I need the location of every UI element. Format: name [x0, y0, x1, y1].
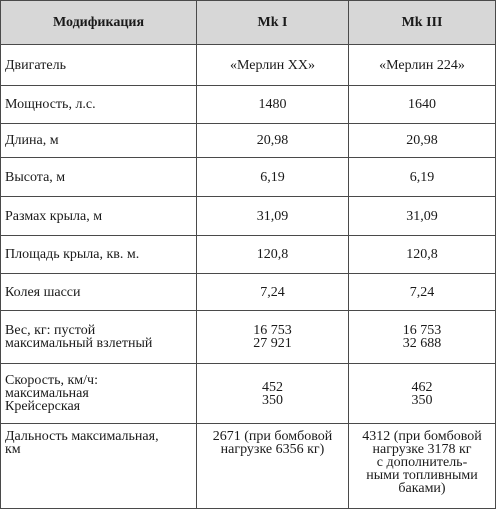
row-label: Колея шасси [1, 274, 197, 311]
table-row [1, 124, 496, 158]
header-mk3: Mk III [349, 1, 496, 45]
header-mk1: Mk I [197, 1, 349, 45]
table-row [1, 311, 496, 364]
table-row [1, 197, 496, 236]
header-modification: Модификация [1, 1, 197, 45]
cell-mk1: 31,09 [197, 197, 349, 236]
cell-mk3: 120,8 [349, 236, 496, 274]
table-row [1, 364, 496, 424]
table-row [1, 86, 496, 124]
cell-mk3: 20,98 [349, 124, 496, 158]
table-row [1, 236, 496, 274]
row-label: Двигатель [1, 45, 197, 86]
cell-mk1: «Мерлин XX» [197, 45, 349, 86]
row-label: Высота, м [1, 158, 197, 197]
cell-mk1: 7,24 [197, 274, 349, 311]
row-label: Длина, м [1, 124, 197, 158]
cell-mk1: 16 753 27 921 [197, 311, 349, 364]
cell-mk1: 120,8 [197, 236, 349, 274]
cell-mk3: «Мерлин 224» [349, 45, 496, 86]
row-label: Вес, кг: пустой максимальный взлетный [1, 311, 197, 364]
table-row [1, 424, 496, 509]
cell-mk3: 4312 (при бомбовой нагрузке 3178 кг с дополнитель- ными топливными баками) [349, 424, 496, 509]
cell-mk3: 16 753 32 688 [349, 311, 496, 364]
cell-mk3: 31,09 [349, 197, 496, 236]
table-row [1, 45, 496, 86]
row-label: Размах крыла, м [1, 197, 197, 236]
cell-mk1: 20,98 [197, 124, 349, 158]
cell-mk3: 462 350 [349, 364, 496, 424]
row-label: Мощность, л.с. [1, 86, 197, 124]
table-row [1, 158, 496, 197]
row-label: Дальность максимальная, км [1, 424, 197, 509]
cell-mk1: 1480 [197, 86, 349, 124]
cell-mk1: 2671 (при бомбовой нагрузке 6356 кг) [197, 424, 349, 509]
cell-mk3: 7,24 [349, 274, 496, 311]
table-row [1, 274, 496, 311]
row-label: Скорость, км/ч: максимальная Крейсерская [1, 364, 197, 424]
cell-mk1: 6,19 [197, 158, 349, 197]
cell-mk1: 452 350 [197, 364, 349, 424]
row-label: Площадь крыла, кв. м. [1, 236, 197, 274]
header-row [1, 1, 496, 45]
cell-mk3: 6,19 [349, 158, 496, 197]
table-body [1, 45, 496, 509]
cell-mk3: 1640 [349, 86, 496, 124]
